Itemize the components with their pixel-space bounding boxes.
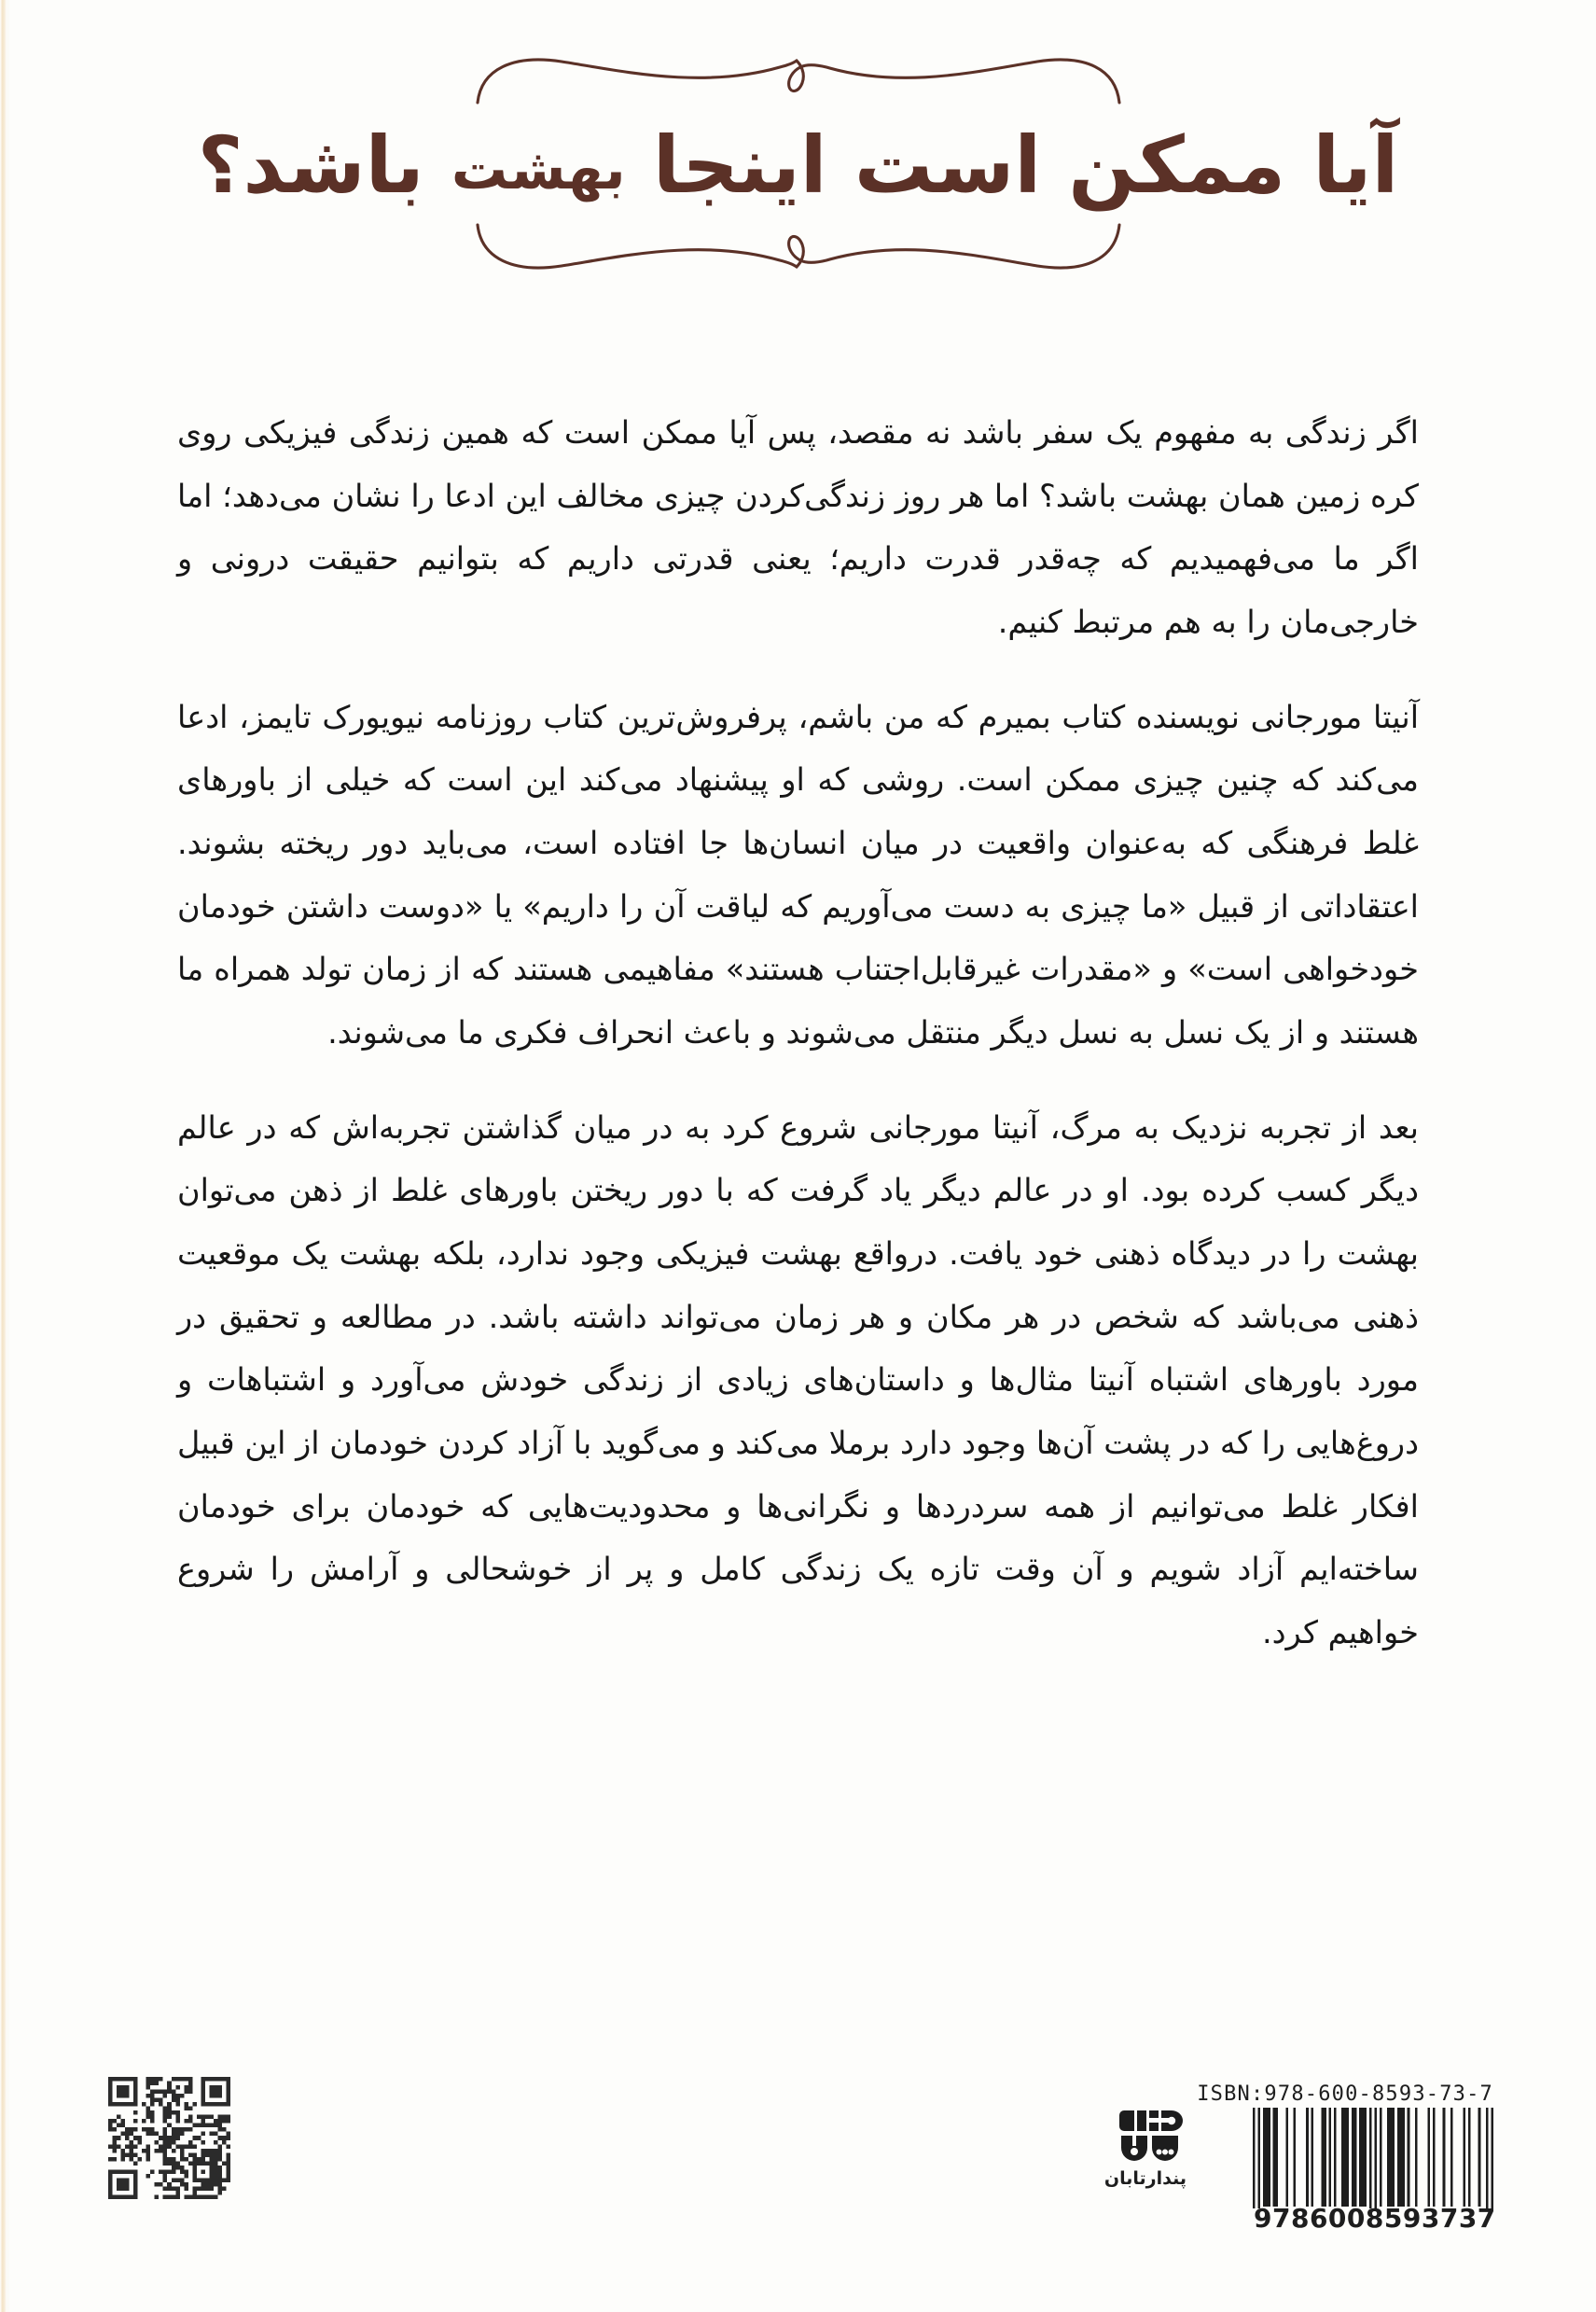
imprint-block [1103,2082,1496,2283]
title-part-emphasis: بهشت [451,137,626,202]
ean13-barcode [1253,2108,1493,2208]
blurb-paragraph-2: آنیتا مورجانی نویسنده کتاب بمیرم که من باشم، پرفروش‌ترین کتاب روزنامه نیویورک تایمز، ادعا می‌کند که چنین چیزی ممکن است. روشی که او پیشنهاد می‌کند این است که خیلی از باورهای غلط فرهنگی که به‌عنوان واقعیت در میان انسان‌ها جا افتاده است، می‌باید دور ریخته بشوند. اعتقاداتی از قبیل «ما چیزی به دست می‌آوریم که لیاقت آن را داریم» یا «دوست داشتن خودمان خودخواهی است» و «مقدرات غیرقابل‌اجتناب هستند» مفاهیمی هستند که از زمان تولد همراه ما هستند و از یک نسل به نسل دیگر منتقل می‌شوند و باعث انحراف فکری ما می‌شوند. [177,698,1419,1051]
barcode-digit-group-2: 786008 [1271,2203,1384,2234]
title-part-before: آیا ممکن است اینجا [625,119,1399,211]
barcode-digit-group-1: 9 [1254,2203,1272,2234]
isbn-text: ISBN:978-600-8593-73-7 [1197,2082,1493,2106]
flourish-ornament-bottom [472,221,1125,279]
barcode-digits [1253,2203,1496,2234]
publisher-logo [1103,2107,1187,2189]
blurb-paragraph-3: بعد از تجربه نزدیک به مرگ، آنیتا مورجانی شروع کرد به در میان گذاشتن تجربه‌اش که در عالم دیگر کسب کرده بود. او در عالم دیگر یاد گرفت که با دور ریختن باورهای غلط از ذهن می‌توان بهشت را در دیدگاه ذهنی خود یافت. درواقع بهشت فیزیکی وجود ندارد، بلکه بهشت یک موقعیت ذهنی می‌باشد که شخص در هر مکان و هر زمان می‌تواند داشته باشد. در مطالعه و تحقیق در مورد باورهای اشتباه آنیتا مثال‌ها و داستان‌های زیادی از زندگی خودش می‌آورد و اشتباهات و دروغ‌هایی را که در پشت آن‌ها وجود دارد برملا می‌کند و می‌گوید با آزاد کردن خودمان از این قبیل افکار غلط می‌توانیم از همه سردردها و نگرانی‌ها و محدودیت‌هایی که خودمان برای خودمان ساخته‌ایم آزاد شویم و آن وقت تازه یک زندگی کامل و پر از خوشحالی و آرامش را شروع خواهیم کرد. [177,1108,1419,1650]
page-title [0,119,1596,212]
blurb-paragraph-1: اگر زندگی به مفهوم یک سفر باشد نه مقصد، پس آیا ممکن است که همین زندگی فیزیکی روی کره زمین همان بهشت باشد؟ اما هر روز زندگی‌کردن چیزی مخالف این ادعا را نشان می‌دهد؛ اما اگر ما می‌فهمیدیم که چه‌قدر قدرت داریم؛ یعنی قدرتی داریم که بتوانیم حقیقت درونی و خارجی‌مان را به هم مرتبط کنیم. [177,414,1419,640]
qr-code[interactable] [108,2077,230,2199]
publisher-logo-icon [1119,2107,1187,2165]
barcode-digit-group-3: 593737 [1383,2203,1496,2234]
spine-edge-strip [0,0,7,2312]
publisher-name: پندارتابان [1103,2168,1187,2189]
flourish-ornament-top [472,49,1125,106]
title-block [0,49,1596,279]
spine-edge-inner [7,0,9,2312]
title-part-after: باشد؟ [197,119,451,211]
back-cover-blurb [177,401,1419,1664]
